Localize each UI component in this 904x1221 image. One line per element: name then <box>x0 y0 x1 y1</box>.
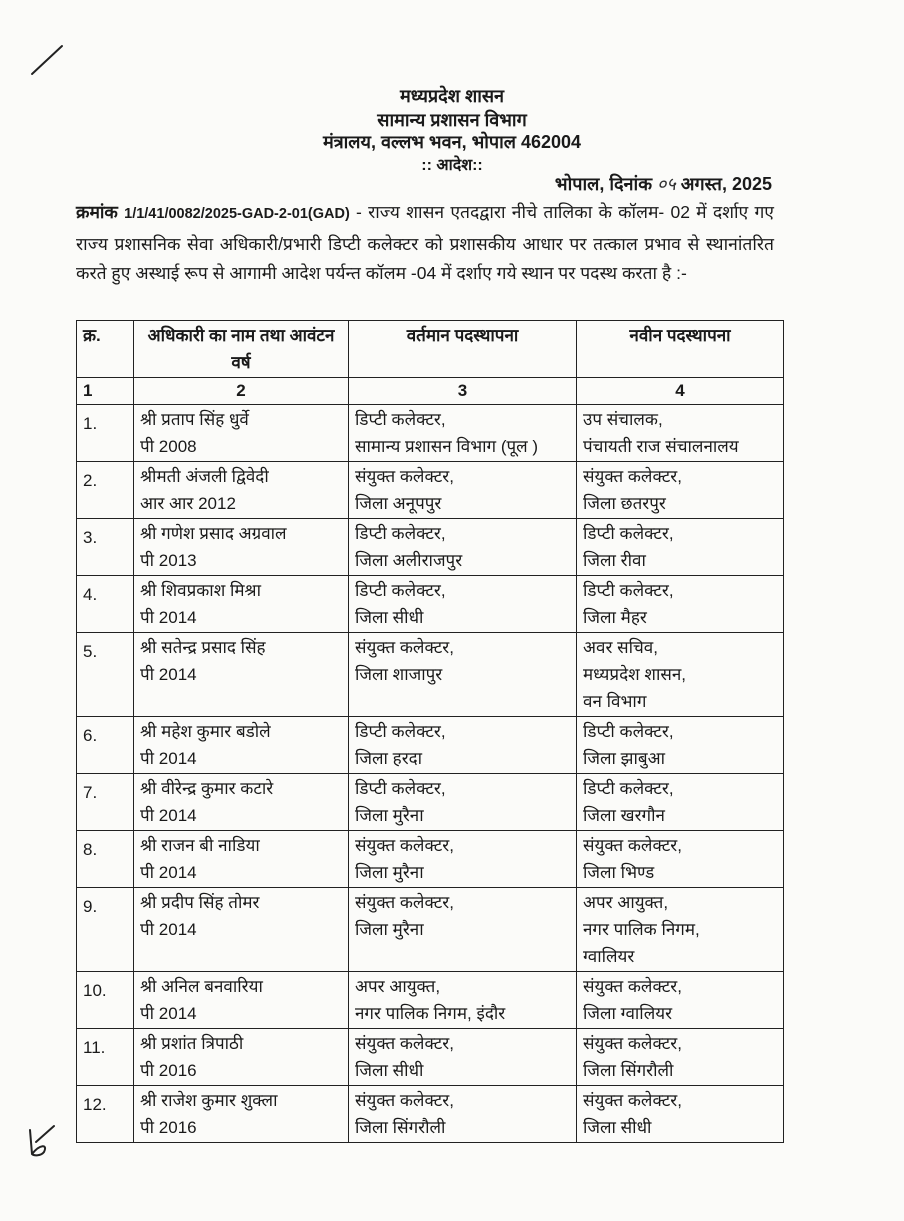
serial-number: 7. <box>77 774 134 831</box>
date-suffix: अगस्त, 2025 <box>680 174 772 194</box>
table-row <box>77 405 784 462</box>
current-posting-line: जिला मुरैना <box>355 920 424 939</box>
current-posting-cell <box>349 462 577 519</box>
officer-cell <box>134 633 349 717</box>
table-row <box>77 633 784 717</box>
serial-number: 9. <box>77 888 134 972</box>
officer-name: श्री गणेश प्रसाद अग्रवाल <box>140 524 287 543</box>
current-posting-line: डिप्टी कलेक्टर, <box>355 410 446 429</box>
header-current-posting: वर्तमान पदस्थापना <box>349 321 577 378</box>
handwritten-initial-mark <box>22 1120 62 1160</box>
table-row <box>77 576 784 633</box>
new-posting-cell <box>577 888 784 972</box>
serial-number: 5. <box>77 633 134 717</box>
current-posting-line: जिला शाजापुर <box>355 665 443 684</box>
new-posting-cell <box>577 519 784 576</box>
column-number: 2 <box>134 378 349 405</box>
column-number-row <box>77 378 784 405</box>
current-posting-cell <box>349 1029 577 1086</box>
current-posting-line: संयुक्त कलेक्टर, <box>355 1091 454 1110</box>
allotment-year: पी 2014 <box>140 863 197 882</box>
pen-stroke-mark <box>28 42 68 78</box>
order-text: - राज्य शासन एतदद्वारा नीचे तालिका के कॉलम- 02 में दर्शाए गए राज्य प्रशासनिक सेवा अधिकारी/प्रभारी डिप्टी कलेक्टर को प्रशासकीय आधार पर तत्काल प्रभाव से स्थानांतरित करते हुए अस्थाई रूप से आगामी आदेश पर्यन्त कॉलम -04 में दर्शाए गये स्थान पर पदस्थ करता है :- <box>76 202 774 283</box>
header-officer-name: अधिकारी का नाम तथा आवंटन वर्ष <box>134 321 349 378</box>
new-posting-line: जिला ग्वालियर <box>583 1004 673 1023</box>
officer-cell <box>134 519 349 576</box>
serial-number: 6. <box>77 717 134 774</box>
serial-number: 3. <box>77 519 134 576</box>
current-posting-line: संयुक्त कलेक्टर, <box>355 638 454 657</box>
officer-name: श्री प्रताप सिंह धुर्वे <box>140 410 249 429</box>
column-number: 1 <box>77 378 134 405</box>
current-posting-line: संयुक्त कलेक्टर, <box>355 893 454 912</box>
officer-name: श्री प्रशांत त्रिपाठी <box>140 1034 244 1053</box>
new-posting-line: जिला रीवा <box>583 551 646 570</box>
column-number: 3 <box>349 378 577 405</box>
new-posting-line: ग्वालियर <box>583 947 635 966</box>
header-serial: क्र. <box>77 321 134 378</box>
order-paragraph <box>76 198 774 289</box>
current-posting-cell <box>349 831 577 888</box>
current-posting-line: जिला सिंगरौली <box>355 1118 446 1137</box>
new-posting-line: जिला सीधी <box>583 1118 652 1137</box>
header-new-posting: नवीन पदस्थापना <box>577 321 784 378</box>
table-row <box>77 462 784 519</box>
current-posting-line: जिला मुरैना <box>355 806 424 825</box>
allotment-year: पी 2008 <box>140 437 197 456</box>
date-day-handwritten: ०५ <box>657 174 676 194</box>
officer-name: श्री वीरेन्द्र कुमार कटारे <box>140 779 274 798</box>
table-row <box>77 519 784 576</box>
order-date <box>555 172 772 196</box>
officer-name: श्री प्रदीप सिंह तोमर <box>140 893 260 912</box>
allotment-year: पी 2014 <box>140 749 197 768</box>
new-posting-line: जिला भिण्ड <box>583 863 655 882</box>
current-posting-line: नगर पालिक निगम, इंदौर <box>355 1004 506 1023</box>
header-government: मध्यप्रदेश शासन <box>399 86 505 106</box>
allotment-year: पी 2014 <box>140 806 197 825</box>
table-row <box>77 972 784 1029</box>
new-posting-cell <box>577 1029 784 1086</box>
officer-cell <box>134 462 349 519</box>
serial-number: 4. <box>77 576 134 633</box>
new-posting-line: संयुक्त कलेक्टर, <box>583 467 682 486</box>
header-order-title: :: आदेश:: <box>421 157 483 174</box>
allotment-year: पी 2016 <box>140 1061 197 1080</box>
new-posting-cell <box>577 774 784 831</box>
allotment-year: पी 2014 <box>140 920 197 939</box>
current-posting-line: जिला अलीराजपुर <box>355 551 463 570</box>
current-posting-line: डिप्टी कलेक्टर, <box>355 524 446 543</box>
current-posting-cell <box>349 633 577 717</box>
serial-number: 12. <box>77 1086 134 1143</box>
new-posting-line: जिला छतरपुर <box>583 494 666 513</box>
current-posting-line: संयुक्त कलेक्टर, <box>355 1034 454 1053</box>
new-posting-line: वन विभाग <box>583 692 647 711</box>
officer-name: श्री सतेन्द्र प्रसाद सिंह <box>140 638 266 657</box>
new-posting-line: डिप्टी कलेक्टर, <box>583 581 674 600</box>
officer-cell <box>134 774 349 831</box>
column-number: 4 <box>577 378 784 405</box>
current-posting-line: अपर आयुक्त, <box>355 977 441 996</box>
current-posting-cell <box>349 717 577 774</box>
new-posting-cell <box>577 972 784 1029</box>
header-department: सामान्य प्रशासन विभाग <box>377 110 527 130</box>
officer-name: श्रीमती अंजली द्विवेदी <box>140 467 269 486</box>
serial-number: 11. <box>77 1029 134 1086</box>
table-row <box>77 717 784 774</box>
officer-name: श्री अनिल बनवारिया <box>140 977 263 996</box>
allotment-year: पी 2013 <box>140 551 197 570</box>
new-posting-line: पंचायती राज संचालनालय <box>583 437 739 456</box>
officer-cell <box>134 1029 349 1086</box>
current-posting-cell <box>349 888 577 972</box>
new-posting-cell <box>577 462 784 519</box>
date-prefix: भोपाल, दिनांक <box>554 174 653 194</box>
new-posting-line: जिला झाबुआ <box>583 749 666 768</box>
serial-number: 2. <box>77 462 134 519</box>
current-posting-cell <box>349 774 577 831</box>
allotment-year: पी 2014 <box>140 608 197 627</box>
officer-cell <box>134 1086 349 1143</box>
new-posting-cell <box>577 717 784 774</box>
current-posting-line: डिप्टी कलेक्टर, <box>355 581 446 600</box>
new-posting-cell <box>577 576 784 633</box>
table-row <box>77 774 784 831</box>
new-posting-line: जिला खरगौन <box>583 806 665 825</box>
officer-name: श्री राजन बी नाडिया <box>140 836 260 855</box>
allotment-year: आर आर 2012 <box>140 494 236 513</box>
allotment-year: पी 2016 <box>140 1118 197 1137</box>
new-posting-line: उप संचालक, <box>583 410 663 429</box>
new-posting-line: नगर पालिक निगम, <box>583 920 700 939</box>
new-posting-cell <box>577 633 784 717</box>
serial-number: 1. <box>77 405 134 462</box>
current-posting-line: सामान्य प्रशासन विभाग (पूल ) <box>355 437 539 456</box>
table-row <box>77 1086 784 1143</box>
officer-cell <box>134 576 349 633</box>
new-posting-cell <box>577 405 784 462</box>
table-header-row <box>77 321 784 378</box>
current-posting-line: संयुक्त कलेक्टर, <box>355 836 454 855</box>
current-posting-cell <box>349 1086 577 1143</box>
new-posting-line: अवर सचिव, <box>583 638 658 657</box>
current-posting-line: डिप्टी कलेक्टर, <box>355 779 446 798</box>
new-posting-line: संयुक्त कलेक्टर, <box>583 977 682 996</box>
order-label: क्रमांक <box>76 202 118 222</box>
new-posting-line: संयुक्त कलेक्टर, <box>583 836 682 855</box>
current-posting-line: जिला मुरैना <box>355 863 424 882</box>
new-posting-line: संयुक्त कलेक्टर, <box>583 1091 682 1110</box>
table-row <box>77 831 784 888</box>
current-posting-cell <box>349 972 577 1029</box>
new-posting-line: संयुक्त कलेक्टर, <box>583 1034 682 1053</box>
new-posting-cell <box>577 831 784 888</box>
officer-name: श्री शिवप्रकाश मिश्रा <box>140 581 261 600</box>
current-posting-line: संयुक्त कलेक्टर, <box>355 467 454 486</box>
new-posting-line: जिला सिंगरौली <box>583 1061 674 1080</box>
officer-cell <box>134 717 349 774</box>
new-posting-line: अपर आयुक्त, <box>583 893 669 912</box>
new-posting-line: जिला मैहर <box>583 608 647 627</box>
current-posting-line: जिला अनूपपुर <box>355 494 442 513</box>
current-posting-cell <box>349 519 577 576</box>
new-posting-line: मध्यप्रदेश शासन, <box>583 665 687 684</box>
transfer-table <box>76 320 784 1143</box>
allotment-year: पी 2014 <box>140 665 197 684</box>
order-reference-number: 1/1/41/0082/2025-GAD-2-01(GAD) <box>124 206 350 222</box>
new-posting-cell <box>577 1086 784 1143</box>
officer-cell <box>134 972 349 1029</box>
table-row <box>77 888 784 972</box>
header-address: मंत्रालय, वल्लभ भवन, भोपाल 462004 <box>322 132 582 152</box>
new-posting-line: डिप्टी कलेक्टर, <box>583 524 674 543</box>
officer-name: श्री राजेश कुमार शुक्ला <box>140 1091 278 1110</box>
current-posting-line: डिप्टी कलेक्टर, <box>355 722 446 741</box>
current-posting-line: जिला सीधी <box>355 608 424 627</box>
officer-cell <box>134 831 349 888</box>
current-posting-line: जिला हरदा <box>355 749 423 768</box>
new-posting-line: डिप्टी कलेक्टर, <box>583 779 674 798</box>
officer-cell <box>134 405 349 462</box>
officer-cell <box>134 888 349 972</box>
officer-name: श्री महेश कुमार बडोले <box>140 722 271 741</box>
current-posting-cell <box>349 576 577 633</box>
new-posting-line: डिप्टी कलेक्टर, <box>583 722 674 741</box>
serial-number: 10. <box>77 972 134 1029</box>
serial-number: 8. <box>77 831 134 888</box>
current-posting-line: जिला सीधी <box>355 1061 424 1080</box>
table-row <box>77 1029 784 1086</box>
current-posting-cell <box>349 405 577 462</box>
allotment-year: पी 2014 <box>140 1004 197 1023</box>
